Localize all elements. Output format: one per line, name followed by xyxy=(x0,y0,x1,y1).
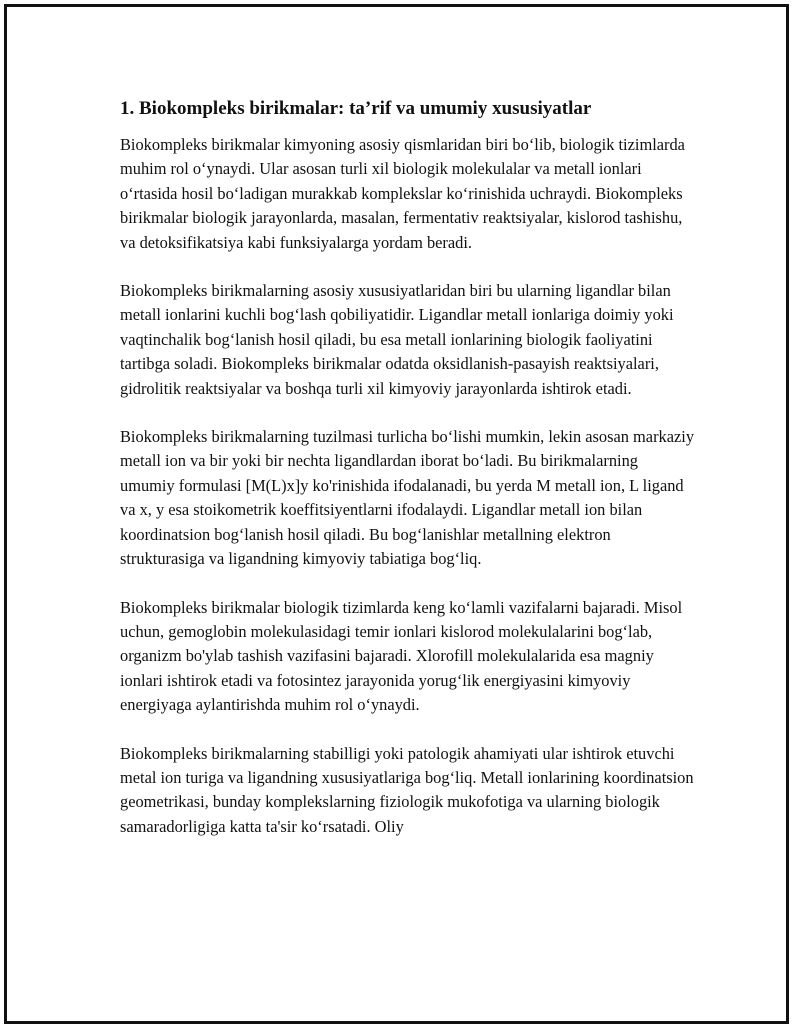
paragraph-functions: Biokompleks birikmalar biologik tizimlarda keng ko‘lamli vazifalarni bajaradi. Misol uchun, gemoglobin molekulasidagi temir ionlari kislorod molekulalarini bog‘lab, organizm bo'ylab tashish vazifasini bajaradi. Xlorofill molekulalarida esa magniy ionlari ishtirok etadi va fotosintez jarayonida yorug‘lik energiyasini kimyoviy energiyaga aylantirishda muhim rol o‘ynaydi. xyxy=(120,597,683,715)
document-body xyxy=(120,95,695,863)
paragraph-properties: Biokompleks birikmalarning asosiy xususiyatlaridan biri bu ularning ligandlar bilan metall ionlarini kuchli bog‘lash qobiliyatidir. Ligandlar metall ionlariga doimiy yoki vaqtinchalik bog‘lanish hosil qiladi, bu esa metall ionlarining biologik faoliyatini tartibga soladi. Biokompleks birikmalar odatda oksidlanish-pasayish reaktsiyalari, gidrolitik reaktsiyalar va boshqa turli xil kimyoviy jarayonlarda ishtirok etadi. xyxy=(120,281,674,398)
section-heading: 1. Biokompleks birikmalar: ta’rif va umumiy xususiyatlar xyxy=(120,98,592,119)
document-page xyxy=(4,4,789,1024)
paragraph-definition: Biokompleks birikmalar kimyoning asosiy qismlaridan biri bo‘lib, biologik tizimlarda muhim rol o‘ynaydi. Ular asosan turli xil biologik molekulalar va metall ionlari o‘rtasida hosil bo‘ladigan murakkab komplekslar ko‘rinishida uchraydi. Biokompleks birikmalar biologik jarayonlarda, masalan, fermentativ reaktsiyalar, kislorod tashishu, va detoksifikatsiya kabi funksiyalarga yordam beradi. xyxy=(120,135,685,252)
paragraph-structure: Biokompleks birikmalarning tuzilmasi turlicha bo‘lishi mumkin, lekin asosan markaziy metall ion va bir yoki bir nechta ligandlardan iborat bo‘ladi. Bu birikmalarning umumiy formulasi [M(L)x]y ko'rinishida ifodalanadi, bu yerda M metall ion, L ligand va x, y esa stoikometrik koeffitsiyentlarni ifodalaydi. Ligandlar metall ion bilan koordinatsion bog‘lanish hosil qiladi. Bu bog‘lanishlar metallning elektron strukturasiga va ligandning kimyoviy tabiatiga bog‘liq. xyxy=(120,427,695,569)
paragraph-stability: Biokompleks birikmalarning stabilligi yoki patologik ahamiyati ular ishtirok etuvchi metal ion turiga va ligandning xususiyatlariga bog‘liq. Metall ionlarining koordinatsion geometrikasi, bunday komplekslarning fiziologik mukofotiga va ularning biologik samaradorligiga katta ta'sir ko‘rsatadi. Oliy xyxy=(120,743,694,836)
